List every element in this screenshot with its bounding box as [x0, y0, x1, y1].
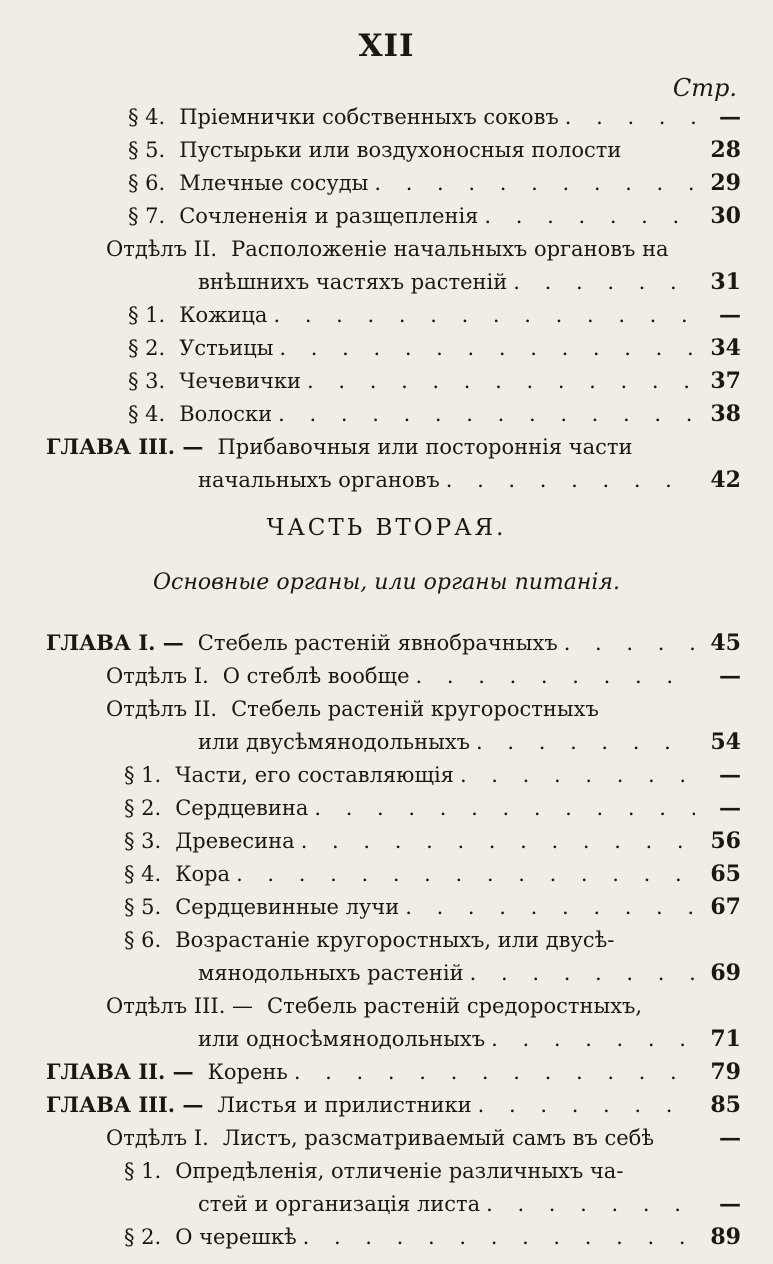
toc-entry[interactable]: [106, 660, 741, 692]
toc-entry-continued[interactable]: [198, 1023, 741, 1055]
toc-entry[interactable]: [124, 792, 741, 824]
leader-dots: [301, 825, 695, 857]
toc-chapter[interactable]: [46, 1089, 741, 1121]
entry-title: Стебель растеній кругоростныхъ: [231, 697, 599, 721]
chapter-number: ГЛАВА I. —: [46, 630, 184, 655]
entry-title: Возрастаніе кругоростныхъ, или двусѣ-: [175, 928, 615, 952]
leader-dots: [294, 1056, 695, 1088]
entry-title: Кора: [175, 862, 231, 886]
entry-number: § 2.: [128, 336, 166, 360]
toc-chapter[interactable]: [46, 627, 741, 659]
entry-number: Отдѣлъ II.: [106, 697, 218, 721]
entry-title: внѣшнихъ частяхъ растеній: [198, 270, 508, 294]
entry-page: 79: [710, 1059, 741, 1085]
entry-title: Древесина: [175, 829, 295, 853]
entry-page: 54: [710, 729, 741, 755]
entry-page: 71: [710, 1026, 741, 1052]
entry-title: или двусѣмянодольныхъ: [198, 730, 471, 754]
entry-page: 65: [710, 861, 741, 887]
toc-entry-continued[interactable]: [198, 464, 741, 496]
leader-dots: [513, 266, 695, 298]
entry-title: Прибавочныя или постороннія части: [217, 435, 633, 459]
part-subheading: Основные органы, или органы питанія.: [153, 570, 620, 595]
entry-number: § 5.: [128, 138, 166, 162]
entry-number: § 6.: [124, 928, 162, 952]
toc-entry[interactable]: [128, 398, 741, 430]
entry-title: Кожица: [179, 303, 268, 327]
entry-title: Пріемнички собственныхъ соковъ: [179, 105, 559, 129]
entry-page: —: [719, 104, 741, 130]
entry-number: § 7.: [128, 204, 166, 228]
leader-dots: [564, 627, 695, 659]
entry-page: 89: [710, 1224, 741, 1250]
entry-number: § 4.: [128, 402, 166, 426]
entry-title: Пустырьки или воздухоносныя полости: [179, 138, 622, 162]
leader-dots: [565, 101, 695, 133]
entry-title: О стеблѣ вообще: [222, 664, 410, 688]
entry-title: Листъ, разсматриваемый самъ въ себѣ: [222, 1126, 654, 1150]
chapter-number: ГЛАВА III. —: [46, 434, 204, 459]
entry-title: Корень: [207, 1060, 288, 1084]
entry-page: 30: [710, 203, 741, 229]
entry-number: § 1.: [124, 1159, 162, 1183]
entry-title: Волоски: [179, 402, 273, 426]
entry-number: Отдѣлъ II.: [106, 237, 218, 261]
entry-title: О черешкѣ: [175, 1225, 297, 1249]
leader-dots: [307, 365, 695, 397]
entry-page: —: [719, 762, 741, 788]
toc-entry[interactable]: [106, 990, 741, 1022]
entry-title: Млечные сосуды: [179, 171, 369, 195]
toc-entry[interactable]: [128, 167, 741, 199]
entry-page: 38: [710, 401, 741, 427]
toc-entry[interactable]: [106, 1122, 741, 1154]
toc-entry[interactable]: [124, 759, 741, 791]
entry-title: Сочлененія и разщепленія: [179, 204, 479, 228]
entry-title: стей и организація листа: [198, 1192, 481, 1216]
chapter-number: ГЛАВА II. —: [46, 1059, 194, 1084]
entry-page: —: [719, 302, 741, 328]
entry-number: Отдѣлъ III. —: [106, 994, 254, 1018]
leader-dots: [278, 398, 695, 430]
toc-entry[interactable]: [128, 134, 741, 166]
toc-entry[interactable]: [128, 299, 741, 331]
toc-entry[interactable]: [124, 1221, 741, 1253]
entry-number: § 1.: [128, 303, 166, 327]
entry-page: —: [719, 1125, 741, 1151]
leader-dots: [486, 1188, 695, 1220]
entry-number: § 2.: [124, 796, 162, 820]
toc-entry[interactable]: [124, 1155, 741, 1187]
entry-page: —: [719, 663, 741, 689]
toc-entry-continued[interactable]: [198, 726, 741, 758]
entry-title: Стебель растеній явнобрачныхъ: [197, 631, 558, 655]
entry-title: или односѣмянодольныхъ: [198, 1027, 486, 1051]
leader-dots: [476, 726, 695, 758]
entry-page: —: [719, 795, 741, 821]
entry-number: § 2.: [124, 1225, 162, 1249]
page-number: XII: [358, 28, 415, 64]
part-heading: ЧАСТЬ ВТОРАЯ.: [266, 515, 507, 541]
toc-chapter[interactable]: [46, 1056, 741, 1088]
entry-title: Сердцевинные лучи: [175, 895, 400, 919]
toc-entry[interactable]: [128, 365, 741, 397]
entry-title: мянодольныхъ растеній: [198, 961, 464, 985]
entry-number: § 3.: [128, 369, 166, 393]
toc-entry[interactable]: [124, 825, 741, 857]
leader-dots: [484, 200, 695, 232]
toc-entry[interactable]: [124, 891, 741, 923]
toc-entry[interactable]: [106, 693, 741, 725]
entry-page: 37: [710, 368, 741, 394]
entry-page: 28: [710, 137, 741, 163]
entry-number: § 3.: [124, 829, 162, 853]
entry-title: Чечевички: [179, 369, 302, 393]
entry-page: 67: [710, 894, 741, 920]
leader-dots: [491, 1023, 695, 1055]
leader-dots: [236, 858, 695, 890]
leader-dots: [470, 957, 695, 989]
entry-title: Устьицы: [179, 336, 274, 360]
leader-dots: [314, 792, 695, 824]
leader-dots: [405, 891, 695, 923]
entry-number: Отдѣлъ I.: [106, 1126, 209, 1150]
entry-page: 69: [710, 960, 741, 986]
entry-page: 45: [710, 630, 741, 656]
leader-dots: [416, 660, 695, 692]
toc-entry[interactable]: [128, 200, 741, 232]
entry-title: Сердцевина: [175, 796, 309, 820]
entry-page: 85: [710, 1092, 741, 1118]
entry-number: § 4.: [128, 105, 166, 129]
entry-title: Стебель растеній средоростныхъ,: [267, 994, 643, 1018]
entry-page: 42: [710, 467, 741, 493]
entry-number: § 5.: [124, 895, 162, 919]
entry-title: Опредѣленія, отличеніе различныхъ ча-: [175, 1159, 624, 1183]
toc-entry[interactable]: [124, 924, 741, 956]
leader-dots: [460, 759, 695, 791]
toc-entry-continued[interactable]: [198, 957, 741, 989]
entry-title: Части, его составляющія: [175, 763, 454, 787]
leader-dots: [374, 167, 695, 199]
entry-title: Расположеніе начальныхъ органовъ на: [231, 237, 669, 261]
entry-page: —: [719, 1191, 741, 1217]
chapter-number: ГЛАВА III. —: [46, 1092, 204, 1117]
leader-dots: [303, 1221, 695, 1253]
page-column-label: Стр.: [672, 74, 737, 102]
entry-title: начальныхъ органовъ: [198, 468, 440, 492]
toc-entry[interactable]: [128, 101, 741, 133]
entry-page: 34: [710, 335, 741, 361]
entry-number: § 1.: [124, 763, 162, 787]
entry-number: Отдѣлъ I.: [106, 664, 209, 688]
entry-page: 29: [710, 170, 741, 196]
toc-entry[interactable]: [106, 233, 741, 265]
entry-page: 56: [710, 828, 741, 854]
leader-dots: [279, 332, 695, 364]
entry-title: Листья и прилистники: [217, 1093, 472, 1117]
entry-number: § 6.: [128, 171, 166, 195]
entry-number: § 4.: [124, 862, 162, 886]
leader-dots: [478, 1089, 695, 1121]
toc-entry[interactable]: [128, 332, 741, 364]
leader-dots: [446, 464, 695, 496]
toc-entry[interactable]: [124, 858, 741, 890]
entry-page: 31: [710, 269, 741, 295]
toc-entry-continued[interactable]: [198, 1188, 741, 1220]
toc-chapter[interactable]: [46, 431, 741, 463]
leader-dots: [273, 299, 695, 331]
toc-entry-continued[interactable]: [198, 266, 741, 298]
